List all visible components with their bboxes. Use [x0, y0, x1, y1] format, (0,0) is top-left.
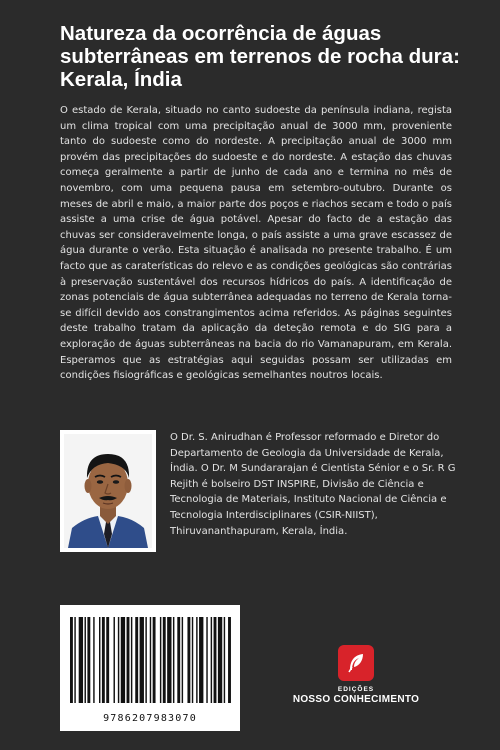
- barcode-bar: [153, 617, 156, 703]
- book-title: Natureza da ocorrência de águas subterrâneas em terrenos de rocha dura: Kerala, Índia: [60, 22, 460, 91]
- barcode-bar: [163, 617, 166, 703]
- publisher-block: [288, 645, 424, 706]
- barcode-bar: [106, 617, 109, 703]
- barcode-bar: [192, 617, 193, 703]
- barcode-bar: [228, 617, 231, 703]
- barcode-bar: [206, 617, 207, 703]
- isbn-number: 9786207983070: [103, 713, 197, 724]
- barcode-bar: [211, 617, 212, 703]
- barcode-bar: [167, 617, 171, 703]
- barcode-bar: [173, 617, 174, 703]
- barcode-bar: [140, 617, 144, 703]
- barcode-bar: [85, 617, 86, 703]
- barcode-bar: [135, 617, 138, 703]
- barcode-bar: [214, 617, 217, 703]
- author-portrait-image: [64, 434, 152, 548]
- barcode-bar: [79, 617, 83, 703]
- publisher-label-name: NOSSO CONHECIMENTO: [292, 694, 420, 705]
- barcode-bar: [177, 617, 180, 703]
- quill-feather-icon: [338, 645, 374, 681]
- barcode-bar: [182, 617, 183, 703]
- barcode-bar: [160, 617, 161, 703]
- barcode-bar: [87, 617, 90, 703]
- barcode-bar: [199, 617, 203, 703]
- barcode-bar: [102, 617, 105, 703]
- book-abstract: O estado de Kerala, situado no canto sudoeste da península indiana, regista um clima tropical com uma precipitação anual de 3000 mm, proveniente tanto do sudoeste como do nordeste. A precipitação anual de 3000 mm provém das precipitações do sudoeste e do nordeste. A estação das chuvas começa geralmente a partir de junho de cada ano e termina no mês de novembro, com uma pequena pausa em setembro-outubro. Durante os meses de abril e maio, a maior parte dos poços e riachos secam e todo o país assiste a uma crise de água potável. Apesar do facto de a estação das chuvas ser consideravelmente longa, o país assiste a uma grave escassez de água durante o verão. Esta situação é analisada no presente trabalho. É um facto que as caraterísticas do relevo e as condições geológicas são contrárias à preservação sustentável dos recursos hídricos do país. A identificação de zonas potenciais de água subterrânea adequadas no terreno de Kerala torna-se difícil devido aos constrangimentos acima referidos. As páginas seguintes deste trabalho tratam da aplicação da deteção remota e do SIG para a exploração de águas subterrâneas na bacia do rio Vamanapuram, em Kerala. Esperamos que as estratégias aqui seguidas possam ser utilizadas em condições fisiográficas e geológicas semelhantes noutros locais.: [60, 105, 452, 382]
- barcode-bar: [118, 617, 119, 703]
- barcode-bar: [127, 617, 130, 703]
- publisher-label-small: EDIÇÕES: [337, 686, 375, 693]
- isbn-barcode: [60, 605, 240, 731]
- barcode-bar: [150, 617, 151, 703]
- barcode-bar: [99, 617, 100, 703]
- barcode-bar: [224, 617, 225, 703]
- barcode-bar: [218, 617, 222, 703]
- barcode-bar: [93, 617, 94, 703]
- barcode-bar: [70, 617, 73, 703]
- barcode-bar: [196, 617, 197, 703]
- barcode-bar: [145, 617, 146, 703]
- barcode-bar: [114, 617, 115, 703]
- barcode-bars: [60, 605, 240, 711]
- author-photo: [60, 430, 156, 552]
- barcode-bar: [121, 617, 125, 703]
- author-bio: O Dr. S. Anirudhan é Professor reformado e Diretor do Departamento de Geologia da Universidade de Kerala, Índia. O Dr. M Sundararajan é Cientista Sénior e o Sr. R G Rejith é bolseiro DST INSPIRE, Divisão de Ciência e Tecnologia de Materiais, Instituto Nacional de Ciência e Tecnologia Interdisciplinares (CSIR-NIIST), Thiruvananthapuram, Kerala, Índia.: [170, 432, 456, 537]
- barcode-bar: [131, 617, 132, 703]
- barcode-bar: [187, 617, 190, 703]
- barcode-bar: [74, 617, 75, 703]
